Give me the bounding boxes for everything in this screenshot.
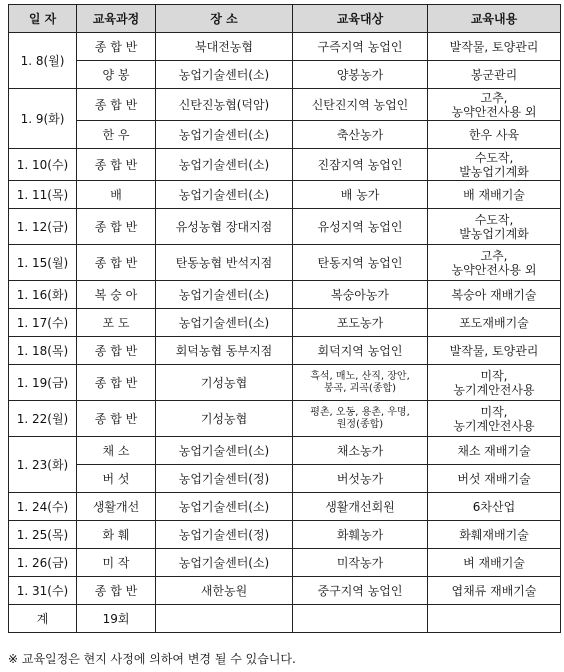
target-cell: 유성지역 농업인 bbox=[293, 209, 428, 245]
date-cell: 1. 24(수) bbox=[9, 493, 77, 521]
date-cell: 1. 17(수) bbox=[9, 309, 77, 337]
content-cell: 미작, 농기계안전사용 bbox=[428, 401, 561, 437]
table-row bbox=[9, 521, 561, 549]
target-cell: 버섯농가 bbox=[293, 465, 428, 493]
target-cell: 채소농가 bbox=[293, 437, 428, 465]
course-cell: 종 합 반 bbox=[77, 401, 156, 437]
date-cell: 1. 18(목) bbox=[9, 337, 77, 365]
course-cell: 화 훼 bbox=[77, 521, 156, 549]
place-cell: 기성농협 bbox=[156, 365, 293, 401]
place-cell: 유성농협 장대지점 bbox=[156, 209, 293, 245]
content-cell: 복숭아 재배기술 bbox=[428, 281, 561, 309]
course-cell: 종 합 반 bbox=[77, 149, 156, 181]
education-schedule-table bbox=[8, 4, 561, 633]
target-cell: 복숭아농가 bbox=[293, 281, 428, 309]
place-cell: 기성농협 bbox=[156, 401, 293, 437]
target-cell: 회덕지역 농업인 bbox=[293, 337, 428, 365]
place-cell: 농업기술센터(정) bbox=[156, 465, 293, 493]
content-cell: 6차산업 bbox=[428, 493, 561, 521]
place-cell: 북대전농협 bbox=[156, 33, 293, 61]
course-cell: 종 합 반 bbox=[77, 365, 156, 401]
content-cell: 발작물, 토양관리 bbox=[428, 33, 561, 61]
date-cell: 1. 31(수) bbox=[9, 577, 77, 605]
table-row bbox=[9, 337, 561, 365]
table-row bbox=[9, 465, 561, 493]
target-cell: 중구지역 농업인 bbox=[293, 577, 428, 605]
course-cell: 종 합 반 bbox=[77, 33, 156, 61]
total-count: 19회 bbox=[77, 605, 156, 633]
table-row bbox=[9, 61, 561, 89]
date-cell: 1. 9(화) bbox=[9, 89, 77, 149]
total-empty-cell bbox=[428, 605, 561, 633]
date-cell: 1. 23(화) bbox=[9, 437, 77, 493]
table-row bbox=[9, 245, 561, 281]
place-cell: 농업기술센터(소) bbox=[156, 181, 293, 209]
content-cell: 한우 사육 bbox=[428, 121, 561, 149]
place-cell: 농업기술센터(소) bbox=[156, 549, 293, 577]
date-cell: 1. 19(금) bbox=[9, 365, 77, 401]
course-cell: 채 소 bbox=[77, 437, 156, 465]
header-date: 일 자 bbox=[9, 5, 77, 33]
course-cell: 종 합 반 bbox=[77, 89, 156, 121]
place-cell: 농업기술센터(소) bbox=[156, 61, 293, 89]
table-row bbox=[9, 493, 561, 521]
content-cell: 수도작, 발농업기계화 bbox=[428, 209, 561, 245]
table-row bbox=[9, 33, 561, 61]
total-empty-cell bbox=[156, 605, 293, 633]
target-cell: 흑석, 매노, 산직, 장안, 봉곡, 괴곡(종합) bbox=[293, 365, 428, 401]
total-empty-cell bbox=[293, 605, 428, 633]
course-cell: 복 숭 아 bbox=[77, 281, 156, 309]
content-cell: 버섯 재배기술 bbox=[428, 465, 561, 493]
header-course: 교육과정 bbox=[77, 5, 156, 33]
place-cell: 신탄진농협(덕암) bbox=[156, 89, 293, 121]
target-cell: 화훼농가 bbox=[293, 521, 428, 549]
course-cell: 생활개선 bbox=[77, 493, 156, 521]
table-row bbox=[9, 309, 561, 337]
date-cell: 1. 15(월) bbox=[9, 245, 77, 281]
date-cell: 1. 12(금) bbox=[9, 209, 77, 245]
table-row bbox=[9, 89, 561, 121]
date-cell: 1. 8(월) bbox=[9, 33, 77, 89]
target-cell: 배 농가 bbox=[293, 181, 428, 209]
course-cell: 종 합 반 bbox=[77, 577, 156, 605]
content-cell: 고추, 농약안전사용 외 bbox=[428, 245, 561, 281]
place-cell: 탄동농협 반석지점 bbox=[156, 245, 293, 281]
place-cell: 농업기술센터(소) bbox=[156, 281, 293, 309]
content-cell: 배 재배기술 bbox=[428, 181, 561, 209]
date-cell: 1. 10(수) bbox=[9, 149, 77, 181]
table-row bbox=[9, 149, 561, 181]
course-cell: 종 합 반 bbox=[77, 337, 156, 365]
table-row bbox=[9, 209, 561, 245]
content-cell: 미작, 농기계안전사용 bbox=[428, 365, 561, 401]
table-row bbox=[9, 437, 561, 465]
content-cell: 발작물, 토양관리 bbox=[428, 337, 561, 365]
content-cell: 고추, 농약안전사용 외 bbox=[428, 89, 561, 121]
target-cell: 신탄진지역 농업인 bbox=[293, 89, 428, 121]
course-cell: 종 합 반 bbox=[77, 209, 156, 245]
target-cell: 탄동지역 농업인 bbox=[293, 245, 428, 281]
content-cell: 화훼재배기술 bbox=[428, 521, 561, 549]
target-cell: 구즉지역 농업인 bbox=[293, 33, 428, 61]
place-cell: 회덕농협 동부지점 bbox=[156, 337, 293, 365]
header-target: 교육대상 bbox=[293, 5, 428, 33]
course-cell: 포 도 bbox=[77, 309, 156, 337]
place-cell: 농업기술센터(정) bbox=[156, 521, 293, 549]
target-cell: 생활개선회원 bbox=[293, 493, 428, 521]
header-row bbox=[9, 5, 561, 33]
course-cell: 한 우 bbox=[77, 121, 156, 149]
content-cell: 채소 재배기술 bbox=[428, 437, 561, 465]
date-cell: 1. 16(화) bbox=[9, 281, 77, 309]
table-row bbox=[9, 281, 561, 309]
target-cell: 양봉농가 bbox=[293, 61, 428, 89]
date-cell: 1. 22(월) bbox=[9, 401, 77, 437]
place-cell: 농업기술센터(소) bbox=[156, 493, 293, 521]
course-cell: 양 봉 bbox=[77, 61, 156, 89]
course-cell: 미 작 bbox=[77, 549, 156, 577]
total-row bbox=[9, 605, 561, 633]
header-content: 교육내용 bbox=[428, 5, 561, 33]
course-cell: 버 섯 bbox=[77, 465, 156, 493]
content-cell: 봉군관리 bbox=[428, 61, 561, 89]
target-cell: 평촌, 오동, 용촌, 우명, 원정(종합) bbox=[293, 401, 428, 437]
place-cell: 농업기술센터(소) bbox=[156, 121, 293, 149]
date-cell: 1. 11(목) bbox=[9, 181, 77, 209]
date-cell: 1. 25(목) bbox=[9, 521, 77, 549]
content-cell: 엽채류 재배기술 bbox=[428, 577, 561, 605]
target-cell: 축산농가 bbox=[293, 121, 428, 149]
footnote: ※ 교육일정은 현지 사정에 의하여 변경 될 수 있습니다. bbox=[8, 652, 296, 666]
table-row bbox=[9, 365, 561, 401]
total-label: 계 bbox=[9, 605, 77, 633]
target-cell: 진잠지역 농업인 bbox=[293, 149, 428, 181]
course-cell: 배 bbox=[77, 181, 156, 209]
date-cell: 1. 26(금) bbox=[9, 549, 77, 577]
place-cell: 농업기술센터(소) bbox=[156, 149, 293, 181]
table-row bbox=[9, 549, 561, 577]
course-cell: 종 합 반 bbox=[77, 245, 156, 281]
header-place: 장 소 bbox=[156, 5, 293, 33]
table-row bbox=[9, 121, 561, 149]
content-cell: 벼 재배기술 bbox=[428, 549, 561, 577]
target-cell: 미작농가 bbox=[293, 549, 428, 577]
content-cell: 포도재배기술 bbox=[428, 309, 561, 337]
table-row bbox=[9, 181, 561, 209]
schedule-body bbox=[9, 33, 561, 605]
table-row bbox=[9, 577, 561, 605]
place-cell: 농업기술센터(소) bbox=[156, 437, 293, 465]
content-cell: 수도작, 발농업기계화 bbox=[428, 149, 561, 181]
place-cell: 농업기술센터(소) bbox=[156, 309, 293, 337]
target-cell: 포도농가 bbox=[293, 309, 428, 337]
place-cell: 새한농원 bbox=[156, 577, 293, 605]
table-row bbox=[9, 401, 561, 437]
